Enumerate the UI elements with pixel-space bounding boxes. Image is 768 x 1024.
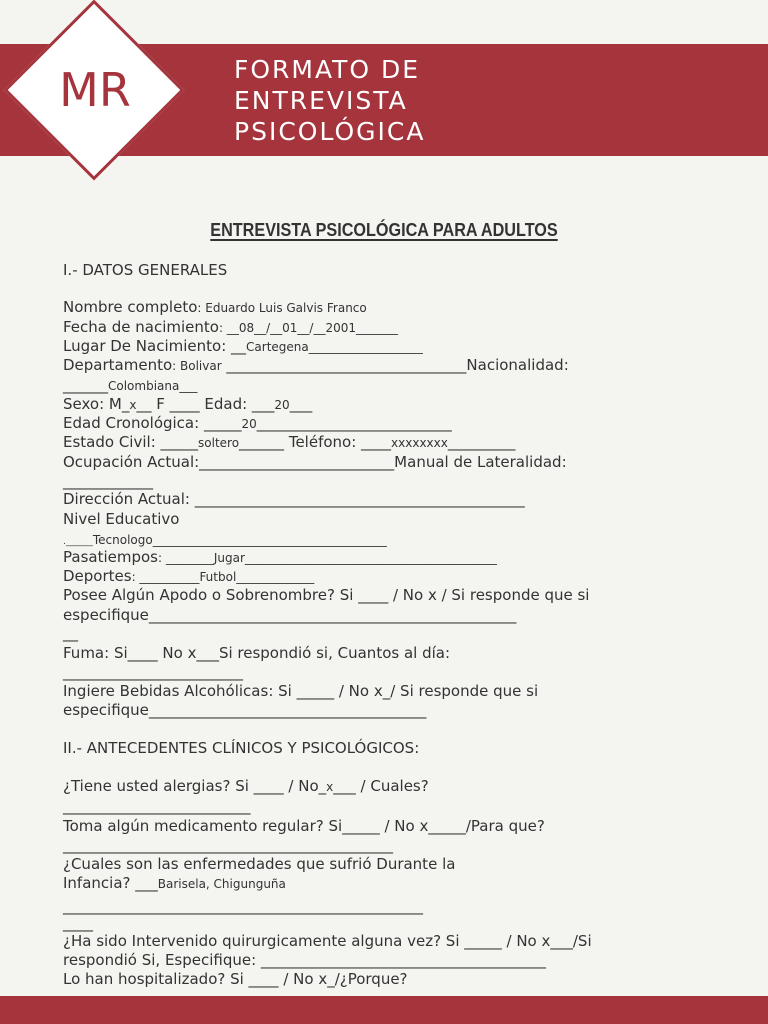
blank: : _____ (150, 433, 199, 451)
field-sexo-edad (63, 395, 703, 415)
label: Nombre completo (63, 298, 198, 316)
blank: __________________________________________ (244, 551, 497, 565)
value: : Bolivar (172, 359, 222, 373)
blank: ________________________________ (221, 356, 467, 374)
footer-bar (0, 996, 768, 1024)
field-enfermedades-blank-2: ____ (63, 914, 93, 932)
field-alergias (63, 777, 703, 797)
value: Colombiana___ (108, 379, 198, 393)
field-estado-telefono (63, 433, 703, 453)
blank: .______ (63, 537, 93, 547)
value: Barisela, Chigunguña (157, 877, 286, 891)
field-apodo-line-1: Posee Algún Apodo o Sobrenombre? Si ____ / No x / Si responde que si (63, 586, 590, 604)
section-datos-generales: I.- DATOS GENERALES (63, 261, 228, 279)
field-fuma-blank: ________________________ (63, 663, 243, 681)
blank: : ____ (351, 433, 392, 451)
label: Estado Civil (63, 433, 151, 451)
field-hospitalizado: Lo han hospitalizado? Si ____ / No x_/¿Porque? (63, 970, 408, 988)
label: Lugar De Nacimiento (63, 337, 222, 355)
field-fecha (63, 318, 703, 338)
label: ¿Tiene usted alergias? Si ____ / No_ (63, 777, 327, 795)
value-edad: 20 (274, 398, 290, 412)
label: Edad Cronológica (63, 414, 195, 432)
blank: _____________ (236, 570, 315, 584)
value-sexo: x (129, 398, 137, 412)
field-medicamento: Toma algún medicamento regular? Si_____ / No x_____/Para que? (63, 817, 545, 835)
field-nacionalidad-value (63, 376, 703, 396)
value: Tecnologo (92, 533, 153, 547)
blank: ______ (239, 433, 289, 451)
field-enfermedades-blank-1: ________________________________________________ (63, 897, 423, 915)
banner-title-line-1: FORMATO DE (234, 55, 421, 84)
label-nacionalidad: Nacionalidad (466, 356, 564, 374)
field-enfermedades-line-2 (63, 874, 703, 894)
field-intervenido-line-2: respondió Si, Especifique: ______________________________________ (63, 951, 546, 969)
label-telefono: Teléfono (288, 433, 352, 451)
field-apodo-line-3: __ (63, 624, 78, 642)
value: : Eduardo Luis Galvis Franco (197, 301, 367, 315)
label: Departamento (63, 356, 173, 374)
label-sexo: Sexo: M_ (63, 395, 130, 413)
field-nivel-label: Nivel Educativo (63, 510, 180, 528)
blank: __________________________ (256, 414, 452, 432)
blank: _______________________________________ (152, 533, 387, 547)
banner-title-line-2: ENTREVISTA (234, 86, 408, 115)
document-title-text: ENTREVISTA PSICOLÓGICA PARA ADULTOS (210, 220, 558, 240)
value: Futbol (199, 570, 237, 584)
label-edad: __ F ____ Edad: ___ (136, 395, 275, 413)
field-ocupacion: Ocupación Actual:__________________________Manual de Lateralidad: (63, 453, 567, 471)
blank: ______ (63, 376, 108, 394)
value: x (326, 780, 334, 794)
label: Deportes (63, 567, 132, 585)
blank: : ________ (157, 551, 214, 565)
field-pasatiempos (63, 548, 703, 568)
logo-text: MR (59, 63, 131, 117)
field-deportes (63, 567, 703, 587)
field-intervenido-line-1: ¿Ha sido Intervenido quirurgicamente alguna vez? Si _____ / No x___/Si (63, 932, 592, 950)
banner-title (234, 54, 634, 147)
field-bebidas-line-1: Ingiere Bebidas Alcohólicas: Si _____ / No x_/ Si responde que si (63, 682, 539, 700)
blank: : _____ (194, 414, 242, 432)
value: Jugar (213, 551, 245, 565)
value: soltero (198, 436, 240, 450)
field-fuma: Fuma: Si____ No x___Si respondió si, Cuantos al día: (63, 644, 451, 662)
field-lateralidad-blank: ____________ (63, 472, 153, 490)
value: : __08__/__01__/__2001_______ (218, 321, 398, 335)
field-lugar (63, 337, 703, 357)
field-medicamento-blank: ____________________________________________ (63, 836, 393, 854)
value: Cartegena___________________ (246, 340, 423, 354)
blank: : __________ (131, 570, 200, 584)
colon: : (563, 356, 569, 374)
field-nombre (63, 298, 703, 318)
blank: _________ (447, 433, 516, 451)
field-apodo-line-2: especifique_________________________________________________ (63, 606, 517, 624)
label: Infancia? ___ (63, 874, 158, 892)
field-bebidas-line-2: especifique_____________________________________ (63, 701, 427, 719)
banner-title-line-3: PSICOLÓGICA (234, 117, 426, 146)
section-antecedentes: II.- ANTECEDENTES CLÍNICOS Y PSICOLÓGICOS: (63, 739, 420, 757)
field-alergias-blank: _________________________ (63, 797, 251, 815)
document-title (38, 220, 729, 241)
blank: ___ (289, 395, 313, 413)
blank: : __ (221, 337, 247, 355)
field-enfermedades-line-1: ¿Cuales son las enfermedades que sufrió Durante la (63, 855, 456, 873)
value: 20 (241, 417, 257, 431)
label: Pasatiempos (63, 548, 158, 566)
label: Fecha de nacimiento (63, 318, 219, 336)
field-direccion: Dirección Actual: ____________________________________________ (63, 490, 525, 508)
label: ___ / Cuales? (333, 777, 429, 795)
field-edad-cronologica (63, 414, 703, 434)
field-departamento (63, 356, 703, 376)
value-telefono: xxxxxxxx (391, 436, 448, 450)
